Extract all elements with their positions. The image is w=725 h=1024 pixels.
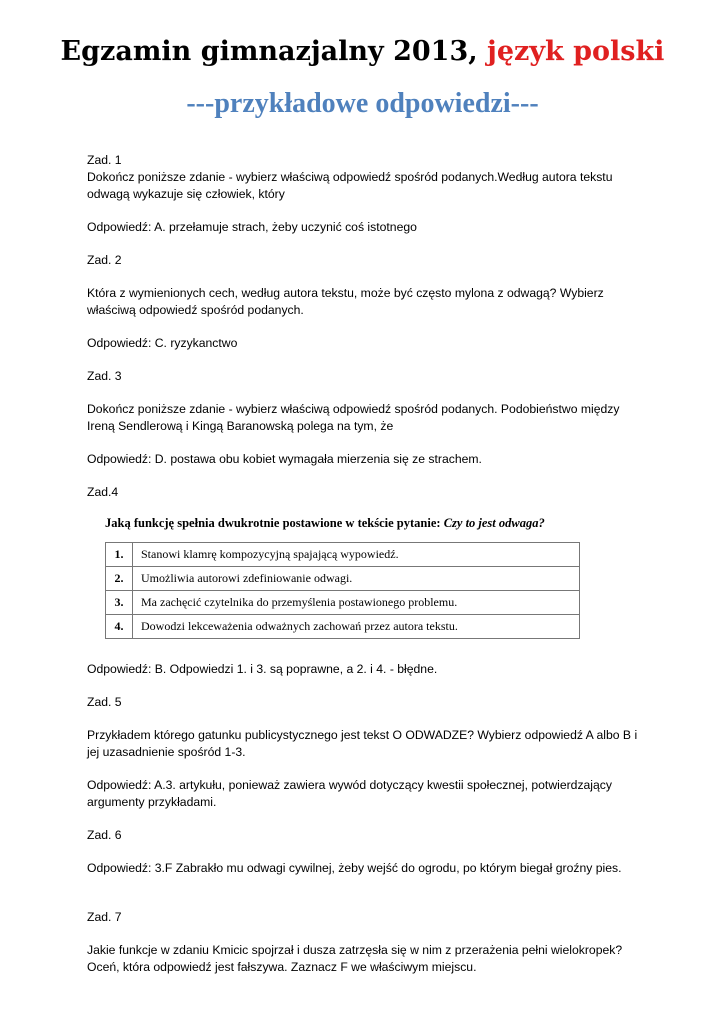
task-4-heading-text: Jaką funkcję spełnia dwukrotnie postawione w tekście pytanie:: [105, 516, 441, 530]
task-6-label: Zad. 6: [87, 828, 122, 842]
option-number: 4.: [106, 615, 133, 639]
task-6-answer: Odpowiedź: 3.F Zabrakło mu odwagi cywilnej, żeby wejść do ogrodu, po którym biegał groźny pies.: [87, 861, 622, 875]
task-4-options-table: [105, 542, 580, 639]
task-7-label: Zad. 7: [87, 910, 122, 924]
task-1-answer: Odpowiedź: A. przełamuje strach, żeby uczynić coś istotnego: [87, 220, 417, 234]
task-5-label: Zad. 5: [87, 695, 122, 709]
table-row: [106, 543, 580, 567]
title-subject: język polski: [487, 36, 665, 67]
task-4-question-image: [105, 515, 580, 639]
table-row: [106, 567, 580, 591]
task-2-answer: Odpowiedź: C. ryzykanctwo: [87, 336, 238, 350]
task-4-heading-italic: Czy to jest odwaga?: [443, 516, 545, 530]
task-5-question: Przykładem którego gatunku publicystycznego jest tekst O ODWADZE? Wybierz odpowiedź A albo B i jej uzasadnienie spośród 1-3.: [87, 728, 638, 759]
option-number: 1.: [106, 543, 133, 567]
task-2-label: Zad. 2: [87, 253, 122, 267]
option-text: Ma zachęcić czytelnika do przemyślenia postawionego problemu.: [133, 591, 580, 615]
task-4-answer: Odpowiedź: B. Odpowiedzi 1. i 3. są poprawne, a 2. i 4. - błędne.: [87, 662, 438, 676]
task-4-label: Zad.4: [87, 485, 119, 499]
task-3-answer: Odpowiedź: D. postawa obu kobiet wymagała mierzenia się ze strachem.: [87, 452, 482, 466]
option-number: 3.: [106, 591, 133, 615]
option-text: Umożliwia autorowi zdefiniowanie odwagi.: [133, 567, 580, 591]
task-2-question: Która z wymienionych cech, według autora tekstu, może być często mylona z odwagą? Wybierz właściwą odpowiedź spośród podanych.: [87, 286, 604, 317]
task-3-question: Dokończ poniższe zdanie - wybierz właściwą odpowiedź spośród podanych. Podobieństwo między Ireną Sendlerową i Kingą Baranowską polega na tym, że: [87, 402, 620, 433]
option-text: Stanowi klamrę kompozycyjną spajającą wypowiedź.: [133, 543, 580, 567]
table-row: [106, 591, 580, 615]
task-1-question: Dokończ poniższe zdanie - wybierz właściwą odpowiedź spośród podanych.Według autora tekstu odwagą wykazuje się człowiek, który: [87, 170, 613, 201]
option-number: 2.: [106, 567, 133, 591]
document-body: [87, 152, 647, 976]
task-4-question-heading: [105, 515, 580, 532]
task-7-question: Jakie funkcje w zdaniu Kmicic spojrzał i dusza zatrzęsła się w nim z przerażenia pełni wielokropek? Oceń, która odpowiedź jest fałszywa. Zaznacz F we właściwym miejscu.: [87, 943, 623, 974]
table-row: [106, 615, 580, 639]
task-5-answer: Odpowiedź: A.3. artykułu, ponieważ zawiera wywód dotyczący kwestii społecznej, potwierdzający argumenty przykładami.: [87, 778, 612, 809]
task-3-label: Zad. 3: [87, 369, 122, 383]
title-main: Egzamin gimnazjalny 2013,: [60, 36, 478, 67]
task-1-label: Zad. 1: [87, 153, 122, 167]
option-text: Dowodzi lekceważenia odważnych zachowań przez autora tekstu.: [133, 615, 580, 639]
page-title: [0, 36, 725, 67]
page-subtitle: ---przykładowe odpowiedzi---: [186, 88, 539, 119]
